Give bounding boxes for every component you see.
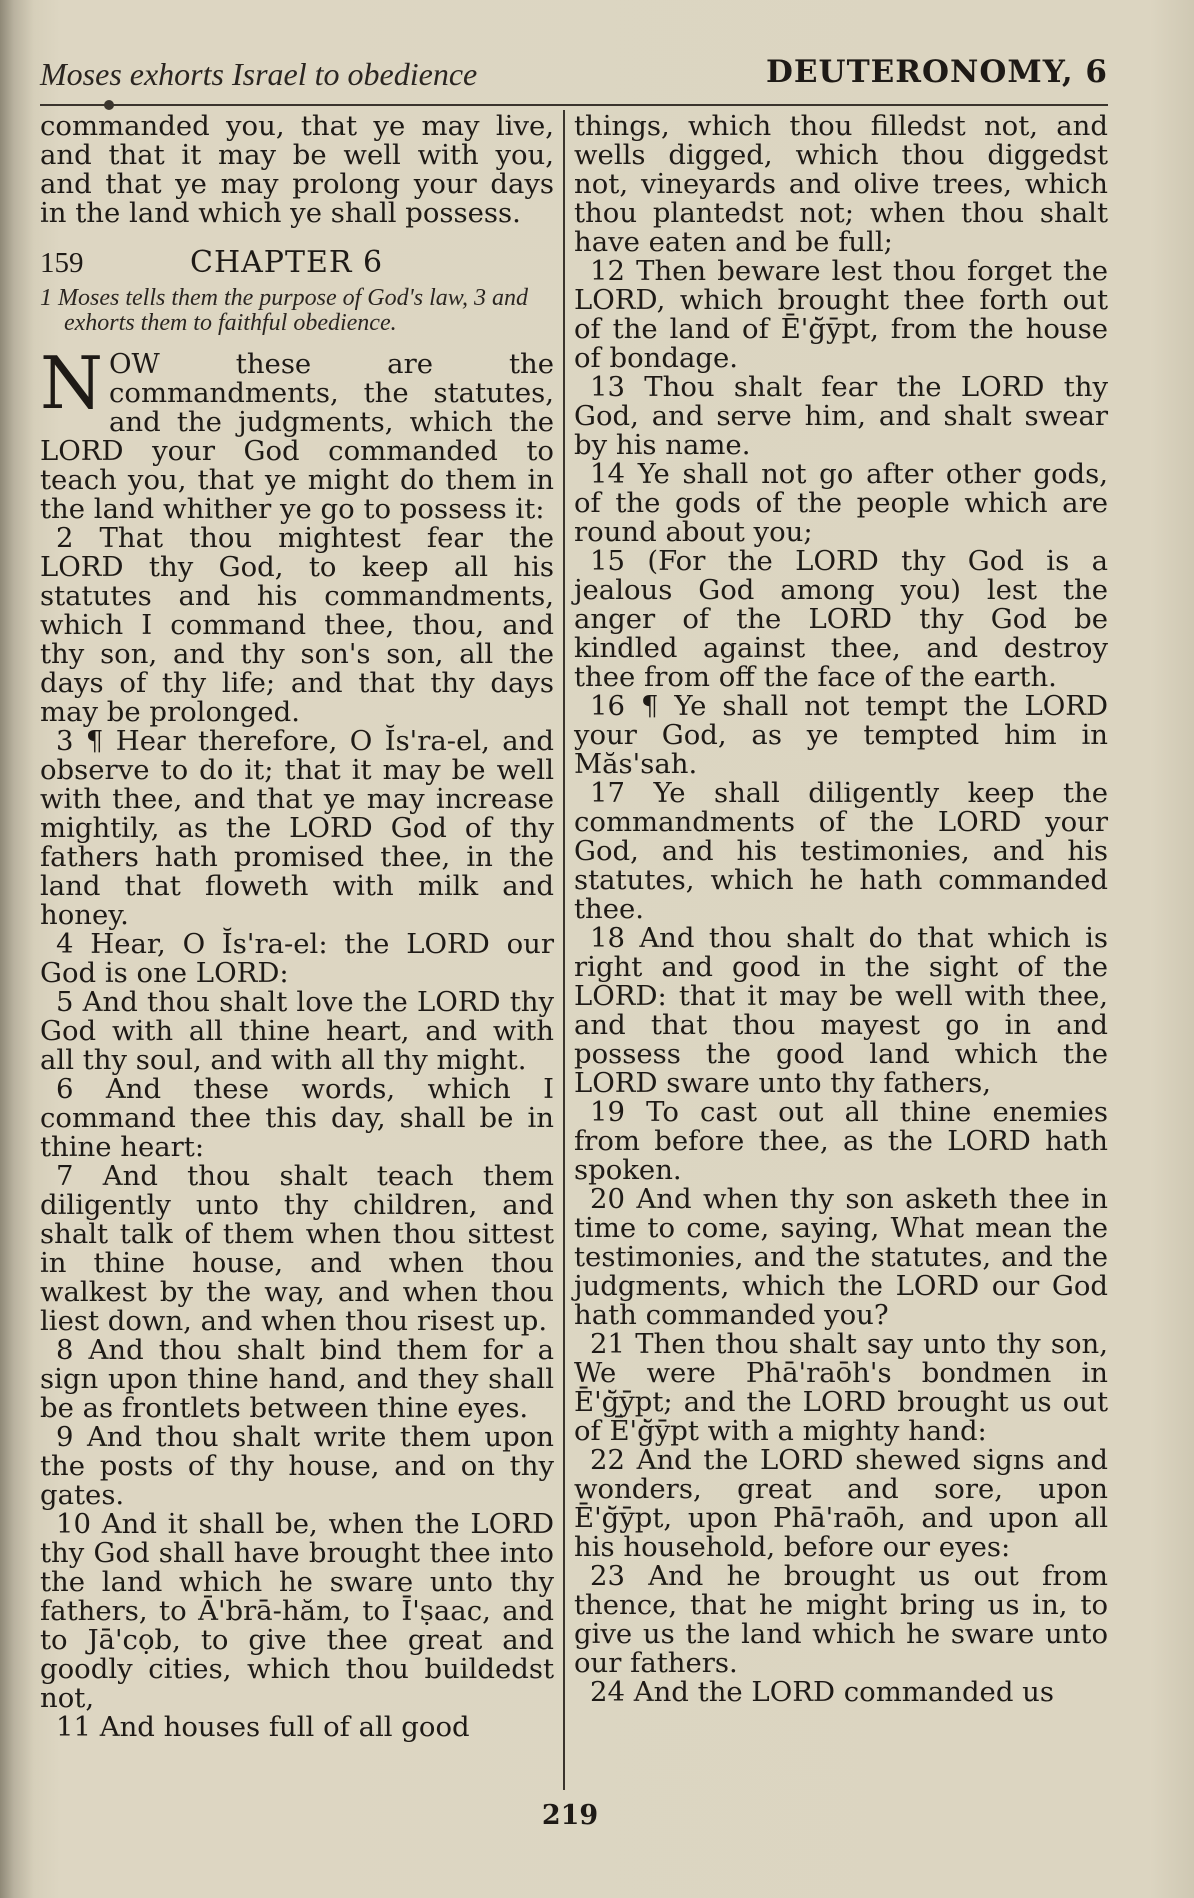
verse-23: 23 And he brought us out from thence, that he might bring us in, to give us the land which he sware unto our fathers. (574, 1560, 1108, 1679)
column-divider (563, 110, 565, 1790)
running-header (40, 52, 1108, 96)
verse-7: 7 And thou shalt teach them diligently unto thy children, and shalt talk of them when thou sittest in thine house, and when thou walkest by the way, and when thou liest down, and when thou risest up. (40, 1160, 554, 1337)
verse-13: 13 Thou shalt fear the LORD thy God, and serve him, and shalt swear by his name. (574, 371, 1108, 461)
chapter-heading (40, 246, 554, 280)
running-head-summary: Moses exhorts Israel to obedience (40, 56, 478, 92)
verse-22: 22 And the LORD shewed signs and wonders, great and sore, upon Ē'ġ̆ȳpt, upon Phā'raōh, and upon all his household, before our eyes: (574, 1444, 1108, 1563)
verse-11-continuation: things, which thou filledst not, and wells digged, which thou diggedst not, vineyards and olive trees, which thou plantedst not; when thou shalt have eaten and be full; (574, 110, 1108, 258)
verse-1 (40, 341, 554, 525)
verse-6: 6 And these words, which I command thee this day, shall be in thine heart: (40, 1073, 554, 1163)
verse-4: 4 Hear, O Ĭs'ra-el: the LORD our God is one LORD: (40, 928, 554, 989)
drop-cap: N (40, 341, 103, 425)
verse-8: 8 And thou shalt bind them for a sign upon thine hand, and they shall be as frontlets between thine eyes. (40, 1334, 554, 1424)
verse-24: 24 And the LORD commanded us (590, 1676, 1054, 1708)
header-rule (40, 104, 1108, 106)
verse-18: 18 And thou shalt do that which is right and good in the sight of the LORD: that it may be well with thee, and that thou mayest go in and possess the good land which the LORD sware unto thy fathers, (574, 922, 1108, 1099)
chapter-title: CHAPTER 6 (190, 245, 384, 280)
verse-14: 14 Ye shall not go after other gods, of the gods of the people which are round about you; (574, 458, 1108, 548)
verse-20: 20 And when thy son asketh thee in time to come, saying, What mean the testimonies, and the statutes, and the judgments, which the LORD our God hath commanded you? (574, 1183, 1108, 1331)
verse-5: 5 And thou shalt love the LORD thy God with all thine heart, and with all thy soul, and with all thy might. (40, 986, 554, 1076)
verse-11: 11 And houses full of all good (56, 1711, 470, 1743)
right-column (574, 112, 1108, 1768)
verse-10: 10 And it shall be, when the LORD thy God shall have brought thee into the land which he sware unto thy fathers, to Ā'brā-hăm, to Ī'ṣaac, and to Jā'cọb, to give thee great and goodly cities, which thou buildedst not, (40, 1508, 554, 1714)
verse-2: 2 That thou mightest fear the LORD thy God, to keep all his statutes and his commandments, which I command thee, thou, and thy son, and thy son's son, all the days of thy life; and that thy days may be prolonged. (40, 522, 554, 728)
verse-16: 16 ¶ Ye shall not tempt the LORD your God, as ye tempted him in Măs'sah. (574, 690, 1108, 780)
verse-continuation: commanded you, that ye may live, and that it may be well with you, and that ye may prolong your days in the land which ye shall possess. (40, 110, 554, 229)
chapter-summary: 1 Moses tells them the purpose of God's law, 3 and exhorts them to faithful obedience. (40, 285, 528, 336)
verse-12: 12 Then beware lest thou forget the LORD, which brought thee forth out of the land of Ē'ġ̆ȳpt, from the house of bondage. (574, 255, 1108, 374)
chapter-reference-number: 159 (40, 247, 84, 279)
verse-19: 19 To cast out all thine enemies from before thee, as the LORD hath spoken. (574, 1096, 1108, 1186)
verse-15: 15 (For the LORD thy God is a jealous God among you) lest the anger of the LORD thy God be kindled against thee, and destroy thee from off the face of the earth. (574, 545, 1108, 693)
verse-3: 3 ¶ Hear therefore, O Ĭs'ra-el, and observe to do it; that it may be well with thee, and that ye may increase mightily, as the LORD God of thy fathers hath promised thee, in the land that floweth with milk and honey. (40, 725, 554, 931)
verse-9: 9 And thou shalt write them upon the posts of thy house, and on thy gates. (40, 1421, 554, 1511)
verse-1-text: OW these are the commandments, the statutes, and the judgments, which the LORD your God commanded to teach you, that ye might do them in the land whither ye go to possess it: (40, 348, 554, 525)
verse-17: 17 Ye shall diligently keep the commandments of the LORD your God, and his testimonies, and his statutes, which he hath commanded thee. (574, 777, 1108, 925)
running-head-book-chapter: DEUTERONOMY, 6 (766, 54, 1108, 90)
page-number: 219 (541, 1800, 599, 1831)
left-column (40, 112, 554, 1768)
verse-21: 21 Then thou shalt say unto thy son, We were Phā'raōh's bondmen in Ē'ġ̆ȳpt; and the LORD brought us out of Ē'ġ̆ȳpt with a mighty hand: (574, 1328, 1108, 1447)
header-rule-ornament (104, 100, 114, 110)
